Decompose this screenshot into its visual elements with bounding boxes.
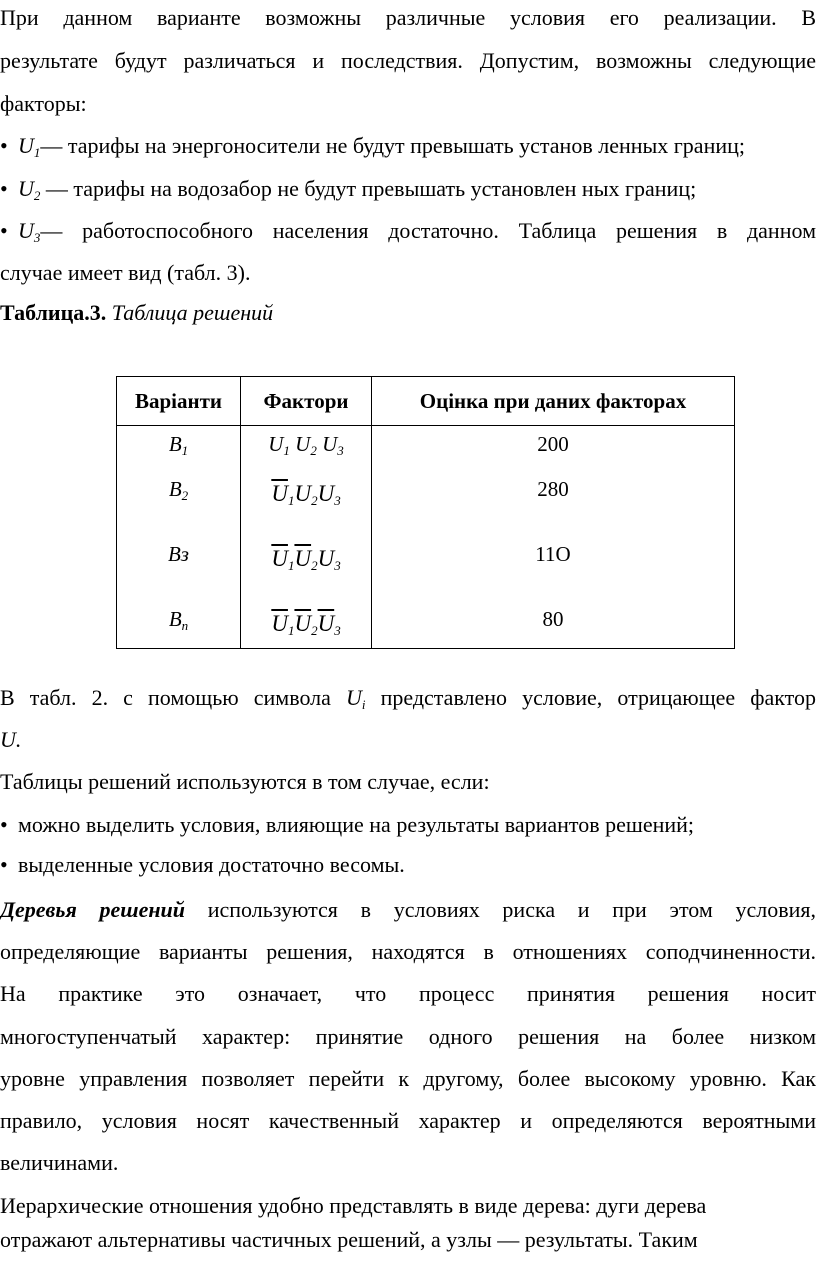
para4-line6: правило, условия носят качественный характер и определяются вероятными [0, 1108, 816, 1133]
table-row [117, 601, 735, 649]
para2-line1: В табл. 2. с помощью символа $U_i$ представлено условие, отрицающее фактор [0, 685, 816, 712]
list-item: • можно выделить условия, влияющие на результаты вариантов решений; [0, 812, 695, 837]
score-cell: 11O [372, 536, 735, 601]
table-row [117, 471, 735, 536]
table-header-row [117, 377, 735, 426]
para1-line3: факторы: [0, 91, 87, 116]
para5-line2: отражают альтернативы частичных решений, а узлы — результаты. Таким [0, 1227, 698, 1252]
para4-line3: На практике это означает, что процесс принятия решения носит [0, 981, 816, 1006]
table-caption: Таблица.3. Таблица решений [0, 300, 274, 325]
para4-line2: определяющие варианты решения, находятся в отношениях соподчиненности. [0, 939, 816, 964]
decision-table [116, 376, 735, 649]
para1-line2: результате будут различаться и последствия. Допустим, возможны следующие [0, 48, 816, 73]
para4-line1: Деревья решений используются в условиях риска и при этом условия, [0, 897, 816, 922]
para4-line7: величинами. [0, 1150, 119, 1175]
bullet-u3: • $U_3—$ работоспособного населения достаточно. Таблица решения в данном [0, 218, 816, 245]
para4-line5: уровне управления позволяет перейти к другому, более высокому уровню. Как [0, 1066, 816, 1091]
bullet-u2: • $U_2$ — тарифы на водозабор не будут превышать установлен ных границ; [0, 176, 697, 203]
para5-line1: Иерархические отношения удобно представлять в виде дерева: дуги дерева [0, 1193, 707, 1218]
para2-line2: U. [0, 727, 22, 752]
list-item: • выделенные условия достаточно весомы. [0, 852, 405, 877]
score-cell: 80 [372, 601, 735, 649]
variant-cell: $B_n$ [117, 601, 241, 649]
score-cell: 200 [372, 426, 735, 472]
para1-line1: При данном варианте возможны различные условия его реализации. В [0, 5, 816, 30]
bullet-u1: • $U_1—$ тарифы на энергоносители не будут превышать установ ленных границ; [0, 133, 746, 160]
factors-formula: $U_1$ $U_2$ $U_3$ [241, 426, 372, 472]
table-row [117, 426, 735, 472]
term-decision-trees: Деревья решений [0, 897, 186, 922]
bullet-u3-continuation: случае имеет вид (табл. 3). [0, 260, 251, 285]
factors-formula: $\overline{U}_1\overline{U}_2U_3$ [241, 536, 372, 601]
factors-formula: $\overline{U}_1U_2U_3$ [241, 471, 372, 536]
variant-cell: $B_2$ [117, 471, 241, 536]
variant-cell: Bз [117, 536, 241, 601]
table-row [117, 536, 735, 601]
header-factors: Фактори [241, 377, 372, 426]
para3: Таблицы решений используются в том случае, если: [0, 769, 490, 794]
score-cell: 280 [372, 471, 735, 536]
header-variants: Варіанти [117, 377, 241, 426]
para4-line4: многоступенчатый характер: принятие одного решения на более низком [0, 1024, 816, 1049]
factors-formula: $\overline{U}_1\overline{U}_2\overline{U}_3$ [241, 601, 372, 649]
variant-cell: $B_1$ [117, 426, 241, 472]
header-score: Оцінка при даних факторах [372, 377, 735, 426]
